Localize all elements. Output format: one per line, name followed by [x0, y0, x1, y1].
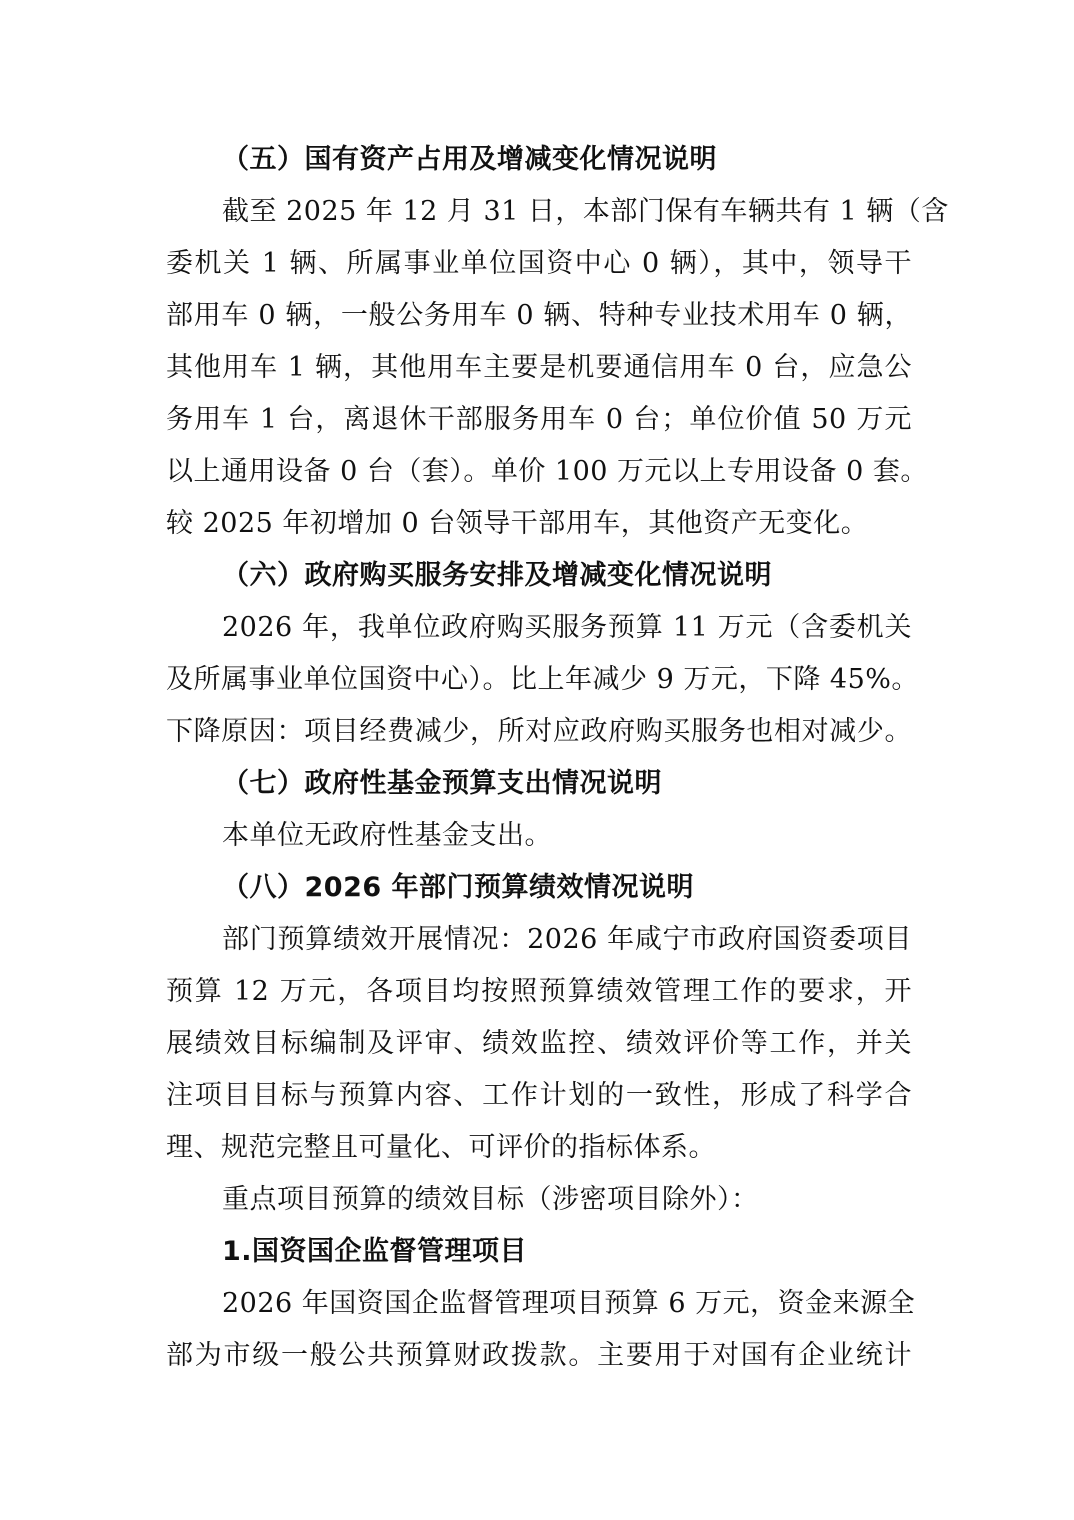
section-heading-8: （八）2026 年部门预算绩效情况说明 [222, 872, 695, 903]
paragraph-line: 注项目目标与预算内容、工作计划的一致性，形成了科学合 [166, 1080, 912, 1111]
paragraph-line: 下降原因：项目经费减少，所对应政府购买服务也相对减少。 [166, 716, 912, 747]
item-heading-1: 1.国资国企监督管理项目 [222, 1236, 528, 1267]
paragraph-line: 重点项目预算的绩效目标（涉密项目除外）： [222, 1184, 759, 1215]
paragraph-line: 展绩效目标编制及评审、绩效监控、绩效评价等工作，并关 [166, 1028, 912, 1059]
section-heading-7: （七）政府性基金预算支出情况说明 [222, 768, 662, 799]
paragraph-line: 部门预算绩效开展情况：2026 年咸宁市政府国资委项目 [222, 924, 912, 955]
section-heading-5: （五）国有资产占用及增减变化情况说明 [222, 144, 717, 175]
paragraph-line: 理、规范完整且可量化、可评价的指标体系。 [166, 1132, 716, 1163]
paragraph-line: 务用车 1 台，离退休干部服务用车 0 台；单位价值 50 万元 [166, 404, 912, 435]
paragraph-line: 2026 年，我单位政府购买服务预算 11 万元（含委机关 [222, 612, 912, 643]
paragraph-line: 2026 年国资国企监督管理项目预算 6 万元，资金来源全 [222, 1288, 916, 1319]
paragraph-line: 部用车 0 辆，一般公务用车 0 辆、特种专业技术用车 0 辆， [166, 300, 912, 331]
paragraph-line: 及所属事业单位国资中心）。比上年减少 9 万元，下降 45%。 [166, 664, 919, 695]
section-heading-6: （六）政府购买服务安排及增减变化情况说明 [222, 560, 772, 591]
paragraph-line: 以上通用设备 0 台（套）。单价 100 万元以上专用设备 0 套。 [166, 456, 928, 487]
paragraph-line: 预算 12 万元，各项目均按照预算绩效管理工作的要求，开 [166, 976, 912, 1007]
paragraph-line: 其他用车 1 辆，其他用车主要是机要通信用车 0 台，应急公 [166, 352, 912, 383]
paragraph-line: 委机关 1 辆、所属事业单位国资中心 0 辆），其中，领导干 [166, 248, 912, 279]
paragraph-line: 截至 2025 年 12 月 31 日，本部门保有车辆共有 1 辆（含 [222, 196, 949, 227]
paragraph-line: 较 2025 年初增加 0 台领导干部用车，其他资产无变化。 [166, 508, 869, 539]
paragraph-line: 本单位无政府性基金支出。 [222, 820, 552, 851]
paragraph-line: 部为市级一般公共预算财政拨款。主要用于对国有企业统计 [166, 1340, 912, 1371]
